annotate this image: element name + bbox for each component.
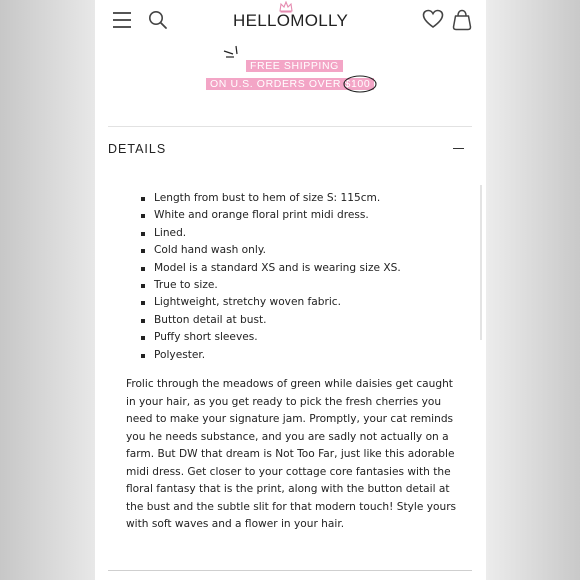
list-item: Cold hand wash only.: [138, 242, 401, 259]
list-item: White and orange floral print midi dress.: [138, 207, 401, 224]
promo-line-1: FREE SHIPPING: [246, 60, 343, 72]
minus-icon[interactable]: [453, 148, 464, 149]
menu-icon[interactable]: [113, 12, 131, 28]
search-icon[interactable]: [148, 10, 168, 30]
shopping-bag-icon[interactable]: [452, 9, 472, 31]
list-item: Lined.: [138, 225, 401, 242]
price-circle-doodle: [342, 74, 378, 94]
details-bullet-list: [138, 190, 401, 364]
promo-line-2: ON U.S. ORDERS OVER $100: [206, 78, 374, 90]
product-description: Frolic through the meadows of green while daisies get caught in your hair, as you get ready to pick the fresh cherries you need to make your signature jam. Promptly, your cat reminds you he needs substance, and you are sadly not actually on a farm. But DW that dream is Not Too Far, just like this adorable midi dress. Get closer to your cottage core fantasies with the floral fantasy that is the print, along with the button detail at the bust and the subtle slit for that modern touch! Style yours with soft waves and a flower in your hair.: [126, 378, 457, 530]
list-item: Puffy short sleeves.: [138, 329, 401, 346]
divider: [108, 126, 472, 127]
divider: [108, 570, 472, 571]
list-item: True to size.: [138, 277, 401, 294]
scrollbar[interactable]: [480, 185, 482, 340]
details-title: DETAILS: [108, 142, 167, 156]
details-accordion-header[interactable]: [108, 128, 472, 170]
heart-icon[interactable]: [422, 9, 444, 29]
list-item: Lightweight, stretchy woven fabric.: [138, 294, 401, 311]
product-page: [95, 0, 486, 580]
list-item: Polyester.: [138, 347, 401, 364]
sparkle-icon: [221, 45, 245, 63]
background-left-edge: [0, 0, 95, 580]
list-item: Model is a standard XS and is wearing size XS.: [138, 260, 401, 277]
site-header: [95, 0, 486, 40]
list-item: Length from bust to hem of size S: 115cm.: [138, 190, 401, 207]
brand-logo[interactable]: HELLOMOLLY: [233, 11, 349, 30]
list-item: Button detail at bust.: [138, 312, 401, 329]
free-shipping-banner[interactable]: [95, 45, 486, 95]
background-right-edge: [486, 0, 580, 580]
